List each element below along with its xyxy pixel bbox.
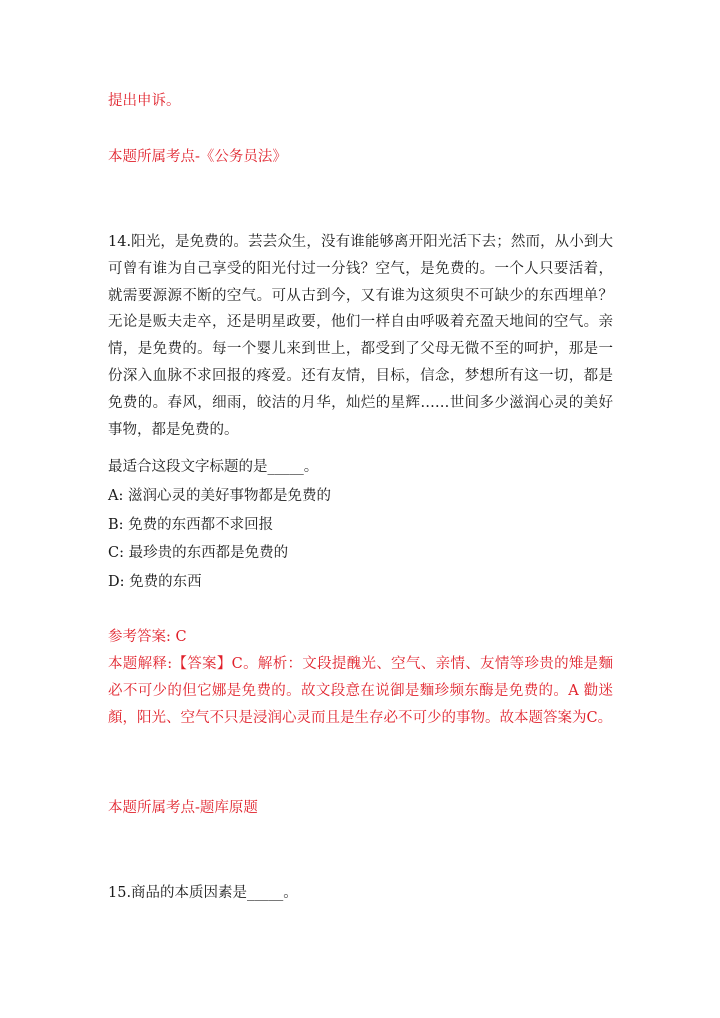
question-14-option-a: A: 滋润心灵的美好事物都是免费的 [108, 488, 331, 504]
question-14-stem: 14.阳光，是免费的。芸芸众生，没有谁能够离开阳光活下去；然而，从小到大可曾有谁为自己享受的阳光付过一分钱？空气，是免费的。一个人只要活着，就需要源源不断的空气。可从古到今，又有谁为这须臾不可缺少的东西埋单？无论是贩夫走卒，还是明星政要，他们一样自由呼吸着充盈天地间的空气。亲情，是免费的。每一个婴儿来到世上，都受到了父母无微不至的呵护，那是一份深入血脉不求回报的疼爱。还有友情，目标，信念，梦想所有这一切，都是免费的。春风，细雨，皎洁的月华，灿烂的星辉……世间多少滋润心灵的美好事物，都是免费的。 [108, 234, 613, 438]
question-14-option-c: C: 最珍贵的东西都是免费的 [108, 545, 289, 561]
prev-question-tail: 提出申诉。 [108, 93, 181, 109]
question-14-option-d: D: 免费的东西 [108, 574, 202, 590]
question-14-option-b: B: 免费的东西都不求回报 [108, 517, 274, 533]
question-14-answer: 参考答案: C [108, 629, 187, 645]
question-15-stem: 15.商品的本质因素是_____。 [108, 885, 298, 901]
prev-knowledge-point: 本题所属考点-《公务员法》 [108, 149, 287, 165]
question-14-explanation: 本题解释:【答案】C。解析：文段提醜光、空气、亲情、友情等珍贵的雉是麵必不可少的但它娜是免费的。故文段意在说御是麵珍频东酶是免费的。A 勸迷顏，阳光、空气不只是浸润心灵而且是生存必不可少的事物。故本题答案为C。 [108, 656, 613, 726]
question-14-knowledge-point: 本题所属考点-题库原题 [108, 800, 258, 816]
question-14-prompt: 最适合这段文字标题的是_____。 [108, 459, 319, 475]
